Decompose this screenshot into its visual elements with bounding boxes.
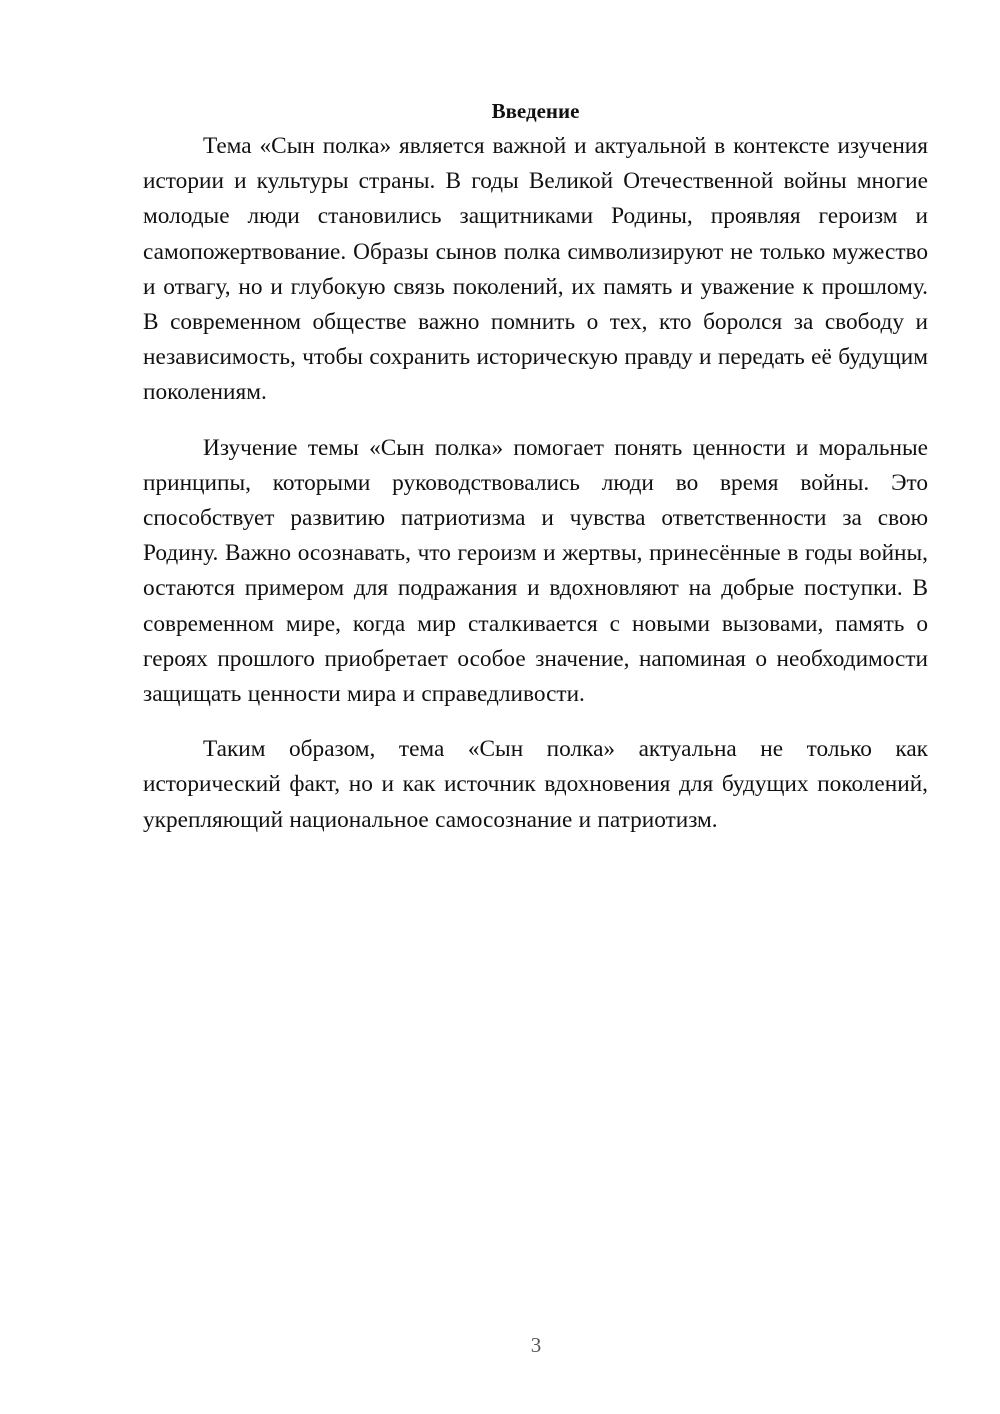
paragraph-1: Тема «Сын полка» является важной и актуальной в контексте изучения истории и культуры страны. В годы Великой Отечественной войны многие молодые люди становились защитниками Родины, проявляя героизм и самопожертвование. Образы сынов полка символизируют не только мужество и отвагу, но и глубокую связь поколений, их память и уважение к прошлому. В современном обществе важно помнить о тех, кто боролся за свободу и независимость, чтобы сохранить историческую правду и передать её будущим поколениям. [143, 133, 928, 406]
page-content [143, 93, 928, 838]
section-heading: Введение [491, 99, 580, 123]
page-number: 3 [530, 1333, 542, 1357]
paragraph-2: Изучение темы «Сын полка» помогает понять ценности и моральные принципы, которыми руководствовались люди во время войны. Это способствует развитию патриотизма и чувства ответственности за свою Родину. Важно осознавать, что героизм и жертвы, принесённые в годы войны, остаются примером для подражания и вдохновляют на добрые поступки. В современном мире, когда мир сталкивается с новыми вызовами, память о героях прошлого приобретает особое значение, напоминая о необходимости защищать ценности мира и справедливости. [143, 434, 928, 708]
paragraph-3: Таким образом, тема «Сын полка» актуальна не только как исторический факт, но и как источник вдохновения для будущих поколений, укрепляющий национальное самосознание и патриотизм. [143, 736, 928, 833]
